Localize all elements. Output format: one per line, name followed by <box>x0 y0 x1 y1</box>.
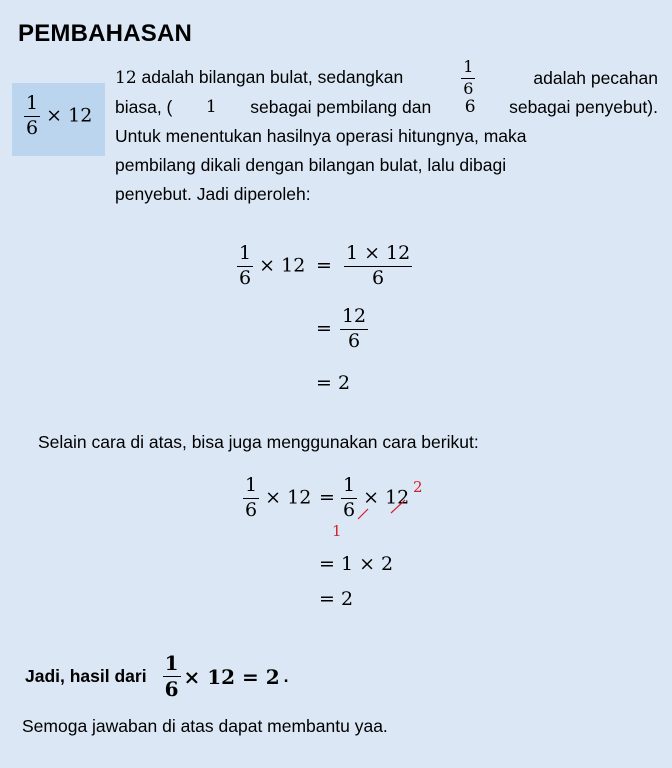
fraction-numerator: 1 <box>164 651 179 675</box>
text-segment: adalah bilangan bulat, sedangkan <box>136 67 404 87</box>
question-multiplier: × 12 <box>46 104 93 127</box>
conclusion-period: . <box>283 666 289 686</box>
number-six: 6 <box>464 97 476 117</box>
fraction-numerator: 1 × 12 <box>344 243 412 267</box>
cancelled-twelve: 12 <box>385 486 410 509</box>
cancel-result-one: 1 <box>332 522 342 540</box>
conclusion-expression <box>163 652 280 701</box>
method2-result: = 2 <box>319 588 354 610</box>
multiplier-text: × 12 <box>265 486 312 509</box>
text-segment: biasa, ( <box>115 97 173 117</box>
fraction-numerator: 1 <box>461 58 475 78</box>
fraction-denominator: 6 <box>245 498 258 521</box>
times-sign: × <box>363 486 380 509</box>
method1-result: = 2 <box>316 372 351 394</box>
page-title: PEMBAHASAN <box>18 20 193 47</box>
cancel-strike-twelve <box>391 500 405 513</box>
paragraph-line-1 <box>115 57 658 98</box>
fraction-numerator: 1 <box>243 475 259 499</box>
fraction-denominator: 6 <box>348 329 361 352</box>
number-one: 1 <box>205 97 217 117</box>
question-expression <box>24 93 92 140</box>
cancel-strike-six <box>358 509 368 519</box>
fraction-numerator: 1 <box>341 475 357 499</box>
method1-step1 <box>316 243 412 290</box>
method1-lhs <box>237 243 305 290</box>
method2-step2: = 1 × 2 <box>319 553 394 575</box>
multiplier-text: × 12 <box>259 254 306 277</box>
fraction-denominator: 6 <box>164 677 179 701</box>
fraction-numerator: 12 <box>340 306 368 330</box>
fraction-denominator: 6 <box>342 498 356 521</box>
inline-fraction <box>461 58 475 98</box>
fraction-numerator: 1 <box>24 93 40 117</box>
closing-text: Semoga jawaban di atas dapat membantu yaa. <box>22 716 388 736</box>
conclusion-line <box>25 652 289 701</box>
equals-sign: = <box>316 254 332 277</box>
paragraph-line-2 <box>115 93 658 122</box>
fraction-denominator: 6 <box>239 266 252 289</box>
explanation-paragraph <box>115 57 658 209</box>
alternative-method-intro: Selain cara di atas, bisa juga menggunakan cara berikut: <box>38 432 479 452</box>
conclusion-prefix: Jadi, hasil dari <box>25 666 147 686</box>
method1-step2 <box>316 306 368 353</box>
fraction-numerator: 1 <box>237 243 253 267</box>
equals-sign: = <box>319 486 335 509</box>
question-fraction <box>24 93 40 140</box>
fraction-denominator: 6 <box>26 116 39 139</box>
number-twelve: 12 <box>115 68 137 88</box>
fraction-denominator: 6 <box>463 78 474 98</box>
fraction-denominator: 6 <box>372 266 385 289</box>
equals-sign: = <box>316 317 332 340</box>
text-segment: sebagai pembilang dan <box>250 97 432 117</box>
paragraph-line-3: Untuk menentukan hasilnya operasi hitungnya, maka <box>115 126 527 146</box>
text-segment: sebagai penyebut). <box>509 97 658 117</box>
paragraph-line-4: pembilang dikali dengan bilangan bulat, lalu dibagi <box>115 155 507 175</box>
method2-lhs <box>243 475 311 522</box>
cancellation-strikes <box>330 490 430 542</box>
cancel-result-two: 2 <box>413 478 423 496</box>
conclusion-result: × 12 = 2 <box>183 664 280 689</box>
paragraph-line-5: penyebut. Jadi diperoleh: <box>115 184 311 204</box>
text-segment: adalah pecahan <box>533 67 658 88</box>
question-box <box>12 83 105 156</box>
